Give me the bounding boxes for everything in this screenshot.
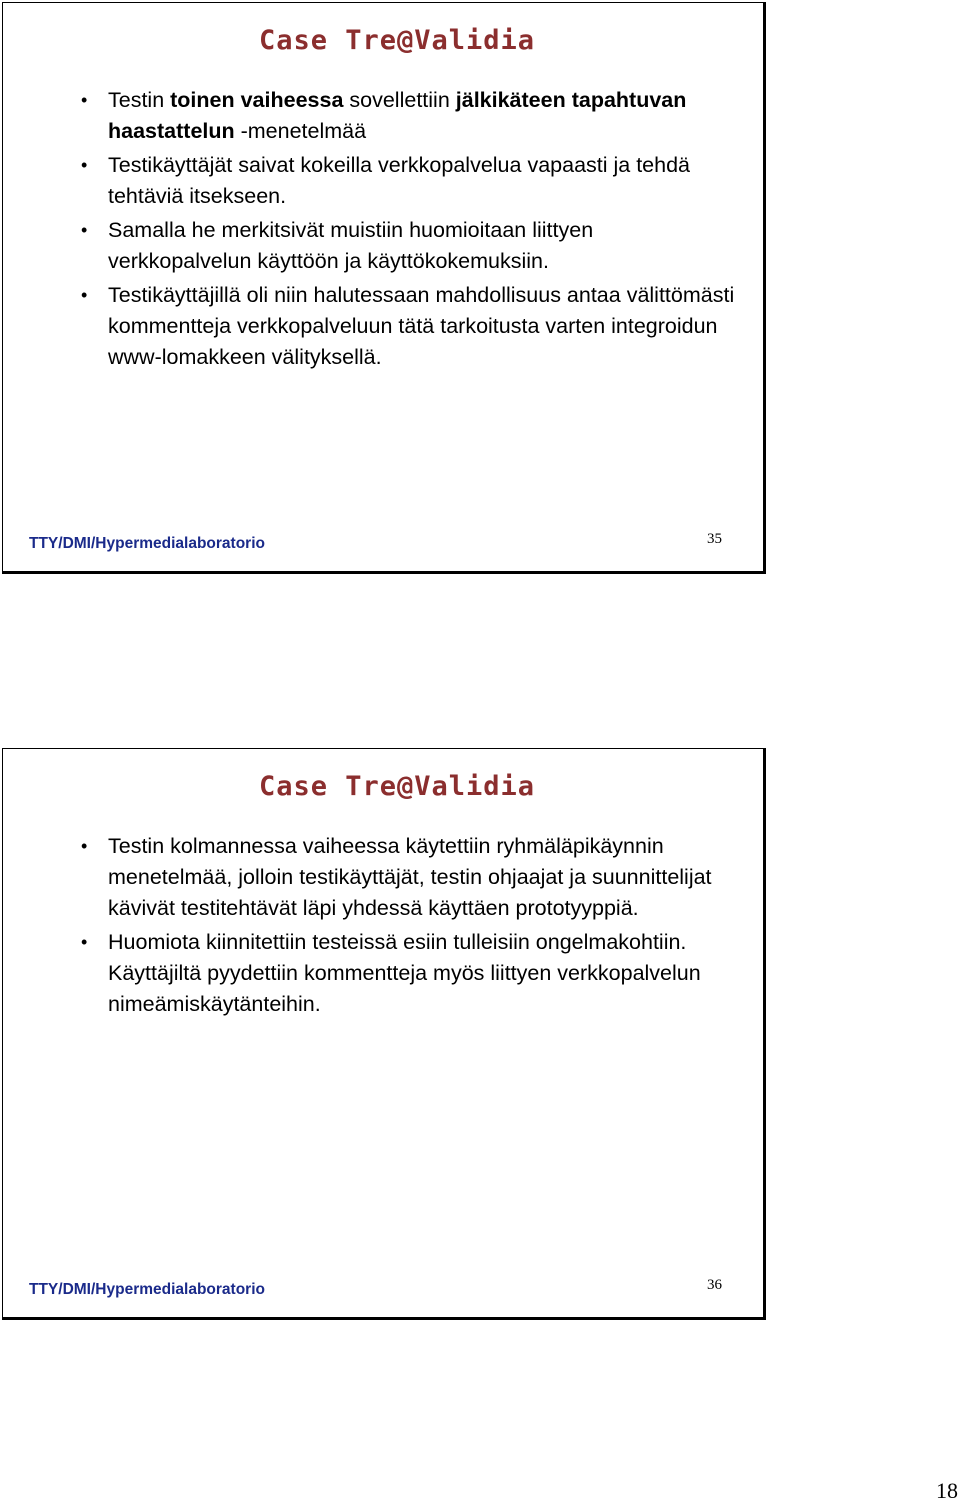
bullet-text: Huomiota kiinnitettiin testeissä esiin tulleisiin ongelmakohtiin. Käyttäjiltä pyydettiin kommentteja myös liittyen verkkopalvelun nimeämiskäytänteihin. <box>108 930 701 1016</box>
bullet-item <box>81 150 741 212</box>
slide-footer: TTY/DMI/Hypermedialaboratorio <box>29 535 265 552</box>
bullet-item <box>81 85 741 147</box>
bullet-item <box>81 280 741 373</box>
bullet-text: Testikäyttäjät saivat kokeilla verkkopalvelua vapaasti ja tehdä tehtäviä itsekseen. <box>108 153 691 208</box>
bullet-list <box>81 831 741 1023</box>
bullet-text: Testin <box>108 88 171 112</box>
bullet-item <box>81 831 741 924</box>
bullet-bold-text: jälkikäteen tapahtuvan haastattelun <box>108 88 687 143</box>
slide-36 <box>2 748 766 1320</box>
bullet-text: Samalla he merkitsivät muistiin huomioitaan liittyen verkkopalvelun käyttöön ja käyttökokemuksiin. <box>108 218 594 273</box>
slide-35 <box>2 2 766 574</box>
bullet-bold-text: toinen vaiheessa <box>170 88 344 112</box>
slide-number: 35 <box>707 531 722 547</box>
bullet-text: Testin kolmannessa vaiheessa käytettiin ryhmäläpikäynnin menetelmää, jolloin testikäyttäjät, testin ohjaajat ja suunnittelijat kävivät testitehtävät läpi yhdessä käyttäen prototyyppiä. <box>108 834 712 920</box>
slide-number: 36 <box>707 1277 722 1293</box>
bullet-list <box>81 85 741 376</box>
slide-title: Case Tre@Validia <box>258 25 536 56</box>
bullet-text: -menetelmää <box>234 119 367 143</box>
slide-title: Case Tre@Validia <box>258 771 536 802</box>
slide-footer: TTY/DMI/Hypermedialaboratorio <box>29 1281 265 1298</box>
bullet-text: Testikäyttäjillä oli niin halutessaan mahdollisuus antaa välittömästi kommentteja verkkopalveluun tätä tarkoitusta varten integroidun www-lomakkeen välityksellä. <box>108 283 735 369</box>
bullet-item <box>81 215 741 277</box>
bullet-item <box>81 927 741 1020</box>
page-number: 18 <box>936 1478 958 1503</box>
bullet-text: sovellettiin <box>343 88 456 112</box>
